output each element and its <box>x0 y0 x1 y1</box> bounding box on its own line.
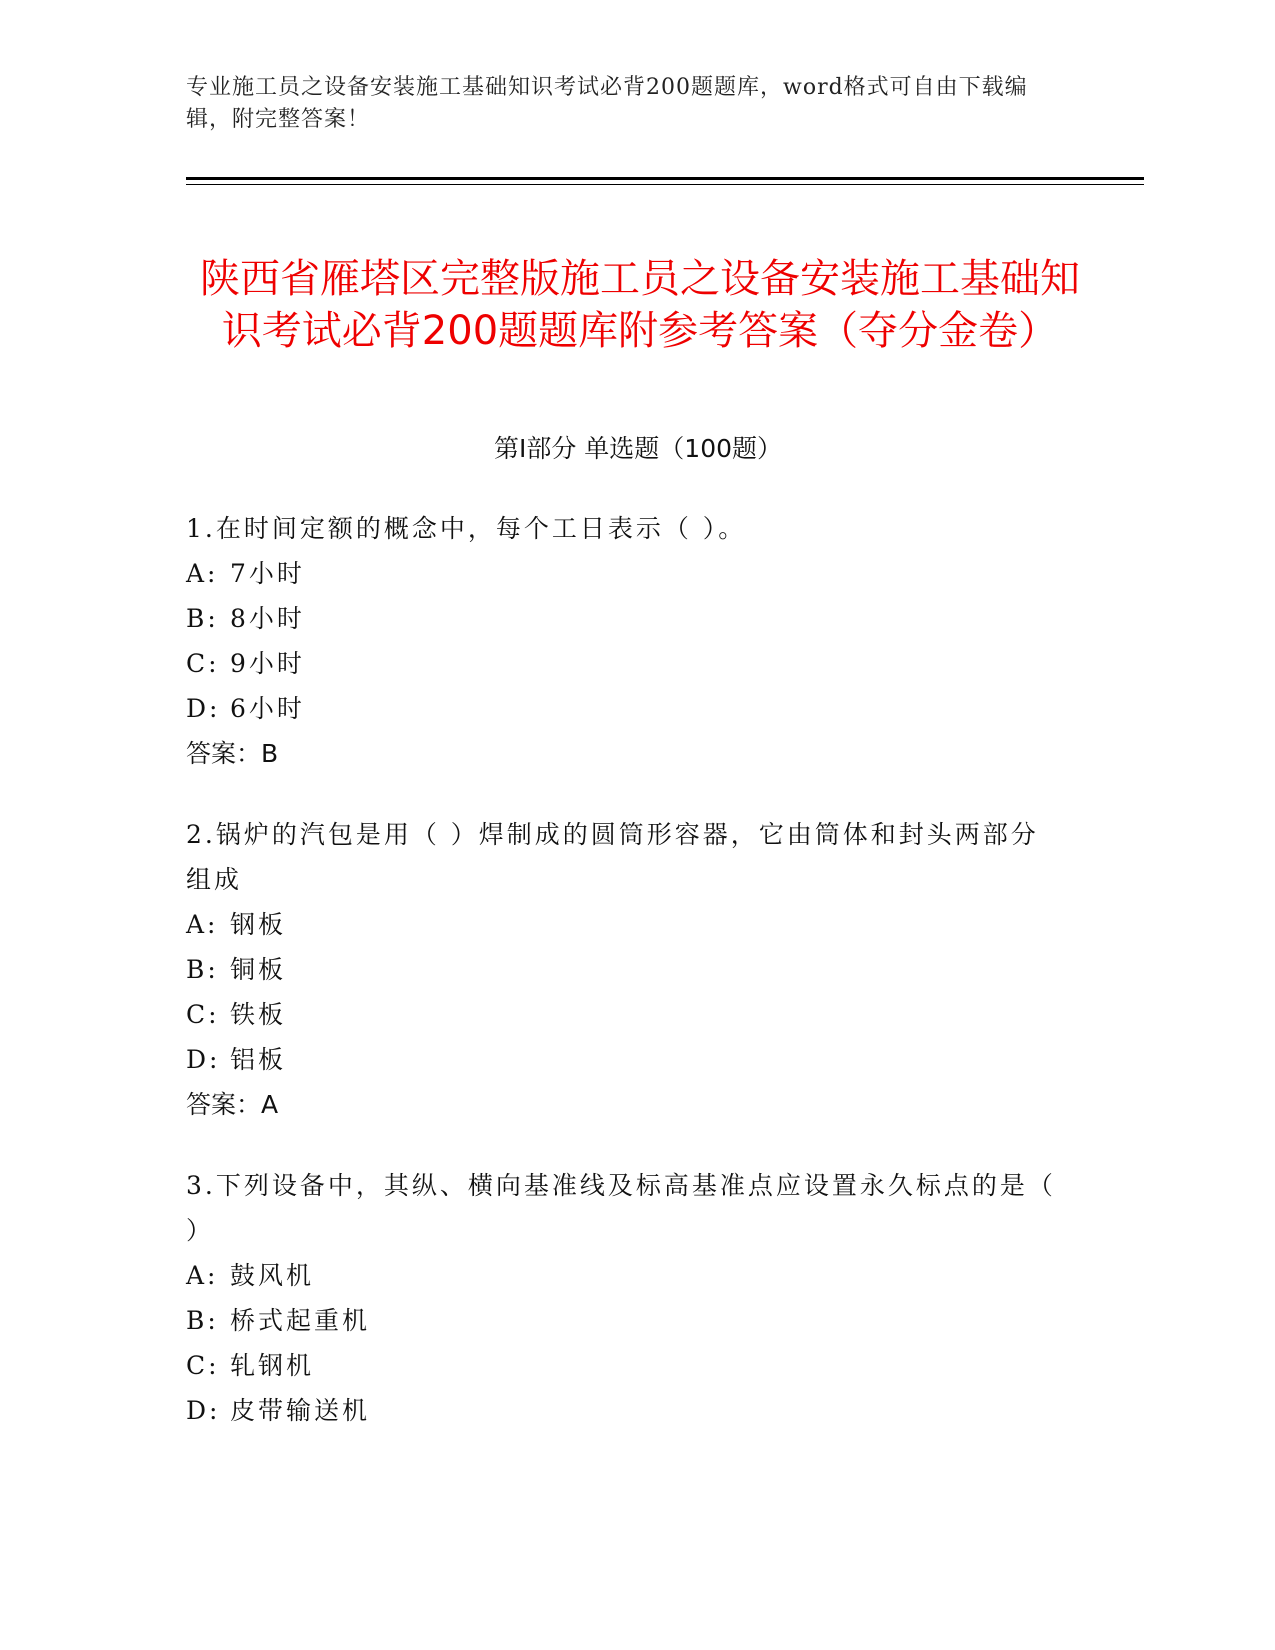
option-text: 7小时 <box>230 559 305 588</box>
option-text: 皮带输送机 <box>230 1396 371 1425</box>
option-letter: D: <box>186 1045 221 1074</box>
question-3 <box>186 1163 1066 1433</box>
header-rule-thick <box>186 177 1144 180</box>
option-c <box>186 1343 1066 1388</box>
option-text: 6小时 <box>230 694 305 723</box>
option-text: 鼓风机 <box>230 1261 315 1290</box>
option-letter: D: <box>186 694 221 723</box>
option-letter: B: <box>186 604 219 633</box>
option-a <box>186 1253 1066 1298</box>
option-text: 8小时 <box>230 604 305 633</box>
option-b <box>186 596 1066 641</box>
header-rule-thin <box>186 184 1144 185</box>
option-letter: A: <box>186 910 219 939</box>
option-d <box>186 1037 1066 1082</box>
question-2 <box>186 812 1066 1127</box>
question-1 <box>186 506 1066 776</box>
option-b <box>186 947 1066 992</box>
section-title: 第Ⅰ部分 单选题（100题） <box>493 434 783 463</box>
option-a <box>186 551 1066 596</box>
option-text: 轧钢机 <box>230 1351 315 1380</box>
option-text: 钢板 <box>230 910 287 939</box>
option-text: 铁板 <box>230 1000 287 1029</box>
option-letter: C: <box>186 1351 220 1380</box>
option-a <box>186 902 1066 947</box>
option-c <box>186 641 1066 686</box>
question-stem: 2.锅炉的汽包是用（ ）焊制成的圆筒形容器，它由筒体和封头两部分组成 <box>186 820 1039 894</box>
answer-line: 答案：B <box>186 739 279 768</box>
question-stem: 1.在时间定额的概念中，每个工日表示（ ）。 <box>186 514 747 543</box>
header-note: 专业施工员之设备安装施工基础知识考试必背200题题库，word格式可自由下载编辑，附完整答案！ <box>186 75 1028 132</box>
answer-line: 答案：A <box>186 1090 279 1119</box>
option-letter: A: <box>186 1261 219 1290</box>
option-letter: B: <box>186 1306 219 1335</box>
option-c <box>186 992 1066 1037</box>
option-text: 9小时 <box>230 649 305 678</box>
option-d <box>186 1388 1066 1433</box>
option-d <box>186 686 1066 731</box>
question-stem: 3.下列设备中，其纵、横向基准线及标高基准点应设置永久标点的是（ ） <box>186 1171 1056 1245</box>
option-text: 铝板 <box>230 1045 287 1074</box>
document-title: 陕西省雁塔区完整版施工员之设备安装施工基础知识考试必背200题题库附参考答案（夺分金卷） <box>200 255 1080 354</box>
option-letter: A: <box>186 559 219 588</box>
option-letter: D: <box>186 1396 221 1425</box>
option-letter: C: <box>186 1000 220 1029</box>
option-text: 桥式起重机 <box>230 1306 371 1335</box>
option-b <box>186 1298 1066 1343</box>
option-letter: B: <box>186 955 219 984</box>
option-letter: C: <box>186 649 220 678</box>
option-text: 铜板 <box>230 955 287 984</box>
